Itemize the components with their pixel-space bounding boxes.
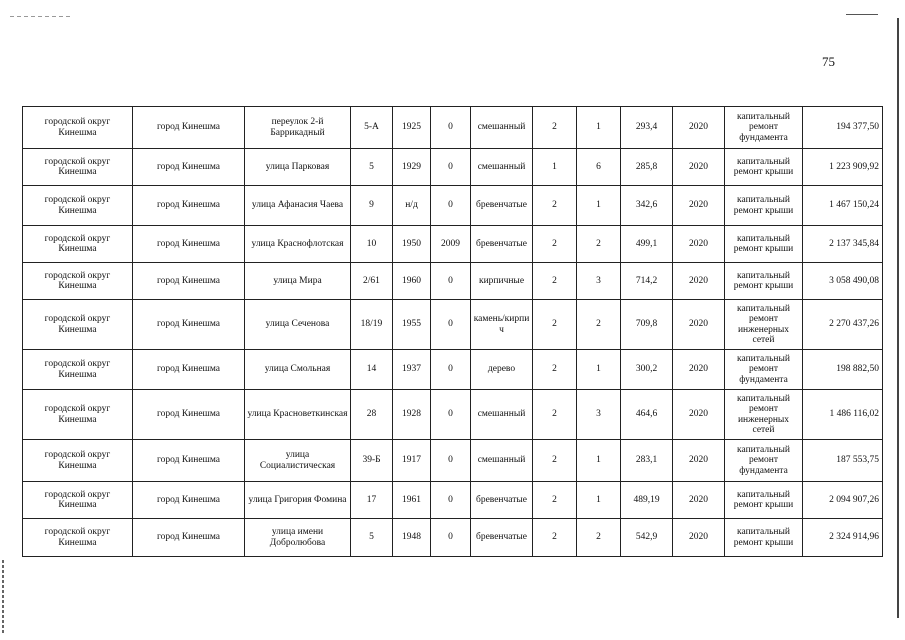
cell-year-built: 1917 [393,440,431,482]
cell-year-renovated: 0 [431,390,471,440]
cell-floors: 2 [533,440,577,482]
cell-cost: 3 058 490,08 [803,263,883,300]
table-row [23,107,883,149]
cell-year-renovated: 0 [431,186,471,226]
table-row [23,519,883,557]
scan-artifact-top-right [846,14,878,15]
cell-municipality: городской округ Кинешма [23,519,133,557]
cell-area: 542,9 [621,519,673,557]
cell-entrances: 1 [577,186,621,226]
cell-work-type: капитальный ремонт крыши [725,519,803,557]
cell-work-type: капитальный ремонт фундамента [725,350,803,390]
cell-cost: 2 324 914,96 [803,519,883,557]
cell-house-number: 17 [351,482,393,519]
cell-floors: 2 [533,300,577,350]
table-body [23,107,883,557]
cell-settlement: город Кинешма [133,482,245,519]
cell-settlement: город Кинешма [133,149,245,186]
cell-work-type: капитальный ремонт крыши [725,149,803,186]
cell-house-number: 5-А [351,107,393,149]
cell-wall-material: камень/кирпич [471,300,533,350]
cell-municipality: городской округ Кинешма [23,300,133,350]
housing-repair-table [22,106,883,557]
table-row [23,482,883,519]
cell-house-number: 39-Б [351,440,393,482]
cell-municipality: городской округ Кинешма [23,350,133,390]
cell-cost: 1 223 909,92 [803,149,883,186]
cell-wall-material: бревенчатые [471,226,533,263]
cell-municipality: городской округ Кинешма [23,186,133,226]
cell-area: 285,8 [621,149,673,186]
cell-repair-year: 2020 [673,440,725,482]
cell-settlement: город Кинешма [133,263,245,300]
cell-floors: 2 [533,350,577,390]
cell-repair-year: 2020 [673,107,725,149]
cell-municipality: городской округ Кинешма [23,149,133,186]
cell-year-built: 1928 [393,390,431,440]
cell-area: 709,8 [621,300,673,350]
cell-settlement: город Кинешма [133,350,245,390]
cell-year-built: 1925 [393,107,431,149]
cell-street: улица Афанасия Чаева [245,186,351,226]
cell-street: улица Григория Фомина [245,482,351,519]
cell-municipality: городской округ Кинешма [23,390,133,440]
cell-year-built: 1948 [393,519,431,557]
cell-wall-material: смешанный [471,390,533,440]
table-row [23,440,883,482]
cell-year-built: 1937 [393,350,431,390]
cell-wall-material: дерево [471,350,533,390]
cell-house-number: 5 [351,519,393,557]
cell-year-renovated: 0 [431,263,471,300]
cell-wall-material: бревенчатые [471,482,533,519]
cell-house-number: 18/19 [351,300,393,350]
cell-area: 464,6 [621,390,673,440]
table-row [23,263,883,300]
cell-repair-year: 2020 [673,226,725,263]
cell-entrances: 6 [577,149,621,186]
cell-wall-material: бревенчатые [471,519,533,557]
table-row [23,350,883,390]
cell-work-type: капитальный ремонт крыши [725,263,803,300]
cell-settlement: город Кинешма [133,440,245,482]
cell-cost: 1 467 150,24 [803,186,883,226]
cell-entrances: 2 [577,519,621,557]
cell-year-built: 1950 [393,226,431,263]
table-row [23,300,883,350]
cell-year-built: 1929 [393,149,431,186]
cell-year-renovated: 0 [431,519,471,557]
cell-settlement: город Кинешма [133,390,245,440]
cell-floors: 2 [533,263,577,300]
cell-settlement: город Кинешма [133,300,245,350]
cell-house-number: 5 [351,149,393,186]
cell-repair-year: 2020 [673,519,725,557]
cell-street: улица Мира [245,263,351,300]
cell-area: 300,2 [621,350,673,390]
table-row [23,149,883,186]
cell-year-renovated: 0 [431,107,471,149]
cell-municipality: городской округ Кинешма [23,482,133,519]
cell-house-number: 2/61 [351,263,393,300]
cell-house-number: 9 [351,186,393,226]
cell-year-built: 1961 [393,482,431,519]
cell-cost: 1 486 116,02 [803,390,883,440]
cell-cost: 194 377,50 [803,107,883,149]
cell-street: улица Смольная [245,350,351,390]
cell-entrances: 2 [577,300,621,350]
table-row [23,226,883,263]
cell-street: улица Красноветкинская [245,390,351,440]
cell-year-built: 1960 [393,263,431,300]
cell-municipality: городской округ Кинешма [23,107,133,149]
cell-work-type: капитальный ремонт крыши [725,186,803,226]
cell-floors: 2 [533,226,577,263]
cell-year-renovated: 2009 [431,226,471,263]
cell-municipality: городской округ Кинешма [23,226,133,263]
cell-area: 489,19 [621,482,673,519]
cell-floors: 1 [533,149,577,186]
cell-work-type: капитальный ремонт инженерных сетей [725,390,803,440]
cell-repair-year: 2020 [673,149,725,186]
cell-settlement: город Кинешма [133,519,245,557]
cell-year-renovated: 0 [431,350,471,390]
cell-work-type: капитальный ремонт фундамента [725,107,803,149]
cell-repair-year: 2020 [673,300,725,350]
cell-year-renovated: 0 [431,482,471,519]
cell-year-renovated: 0 [431,300,471,350]
cell-area: 293,4 [621,107,673,149]
cell-house-number: 14 [351,350,393,390]
cell-floors: 2 [533,390,577,440]
cell-municipality: городской округ Кинешма [23,440,133,482]
cell-street: улица Краснофлотская [245,226,351,263]
cell-year-built: 1955 [393,300,431,350]
cell-cost: 2 137 345,84 [803,226,883,263]
cell-area: 283,1 [621,440,673,482]
cell-area: 342,6 [621,186,673,226]
cell-entrances: 3 [577,263,621,300]
cell-house-number: 28 [351,390,393,440]
cell-settlement: город Кинешма [133,226,245,263]
cell-entrances: 1 [577,440,621,482]
cell-settlement: город Кинешма [133,186,245,226]
cell-floors: 2 [533,519,577,557]
cell-cost: 2 270 437,26 [803,300,883,350]
cell-cost: 187 553,75 [803,440,883,482]
cell-wall-material: смешанный [471,440,533,482]
cell-year-built: н/д [393,186,431,226]
cell-year-renovated: 0 [431,149,471,186]
cell-repair-year: 2020 [673,482,725,519]
cell-settlement: город Кинешма [133,107,245,149]
cell-street: улица Социалистическая [245,440,351,482]
cell-cost: 198 882,50 [803,350,883,390]
cell-year-renovated: 0 [431,440,471,482]
cell-street: улица имени Добролюбова [245,519,351,557]
table-row [23,186,883,226]
cell-street: улица Сеченова [245,300,351,350]
page-edge-right [897,18,899,618]
cell-municipality: городской округ Кинешма [23,263,133,300]
cell-floors: 2 [533,482,577,519]
cell-work-type: капитальный ремонт крыши [725,226,803,263]
cell-entrances: 1 [577,482,621,519]
cell-entrances: 2 [577,226,621,263]
page-number: 75 [822,54,835,69]
cell-repair-year: 2020 [673,186,725,226]
cell-repair-year: 2020 [673,263,725,300]
cell-street: улица Парковая [245,149,351,186]
cell-cost: 2 094 907,26 [803,482,883,519]
cell-area: 499,1 [621,226,673,263]
cell-wall-material: смешанный [471,149,533,186]
cell-wall-material: смешанный [471,107,533,149]
cell-work-type: капитальный ремонт инженерных сетей [725,300,803,350]
cell-repair-year: 2020 [673,350,725,390]
cell-wall-material: кирпичные [471,263,533,300]
cell-floors: 2 [533,186,577,226]
cell-area: 714,2 [621,263,673,300]
scan-artifact-top-left [10,16,70,17]
cell-entrances: 1 [577,350,621,390]
cell-street: переулок 2-й Баррикадный [245,107,351,149]
cell-work-type: капитальный ремонт фундамента [725,440,803,482]
page-edge-left [2,560,4,635]
cell-wall-material: бревенчатые [471,186,533,226]
cell-floors: 2 [533,107,577,149]
table-row [23,390,883,440]
cell-entrances: 1 [577,107,621,149]
cell-repair-year: 2020 [673,390,725,440]
cell-house-number: 10 [351,226,393,263]
cell-work-type: капитальный ремонт крыши [725,482,803,519]
cell-entrances: 3 [577,390,621,440]
